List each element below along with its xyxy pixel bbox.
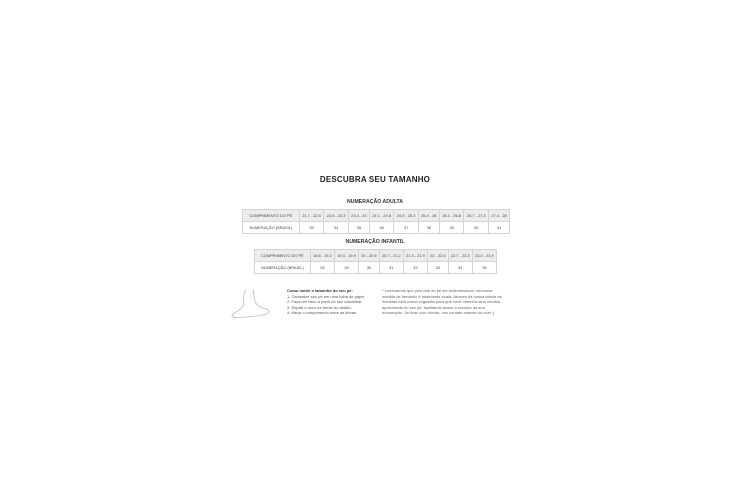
adult-size-cell: 40 — [464, 222, 489, 234]
note-line: numeração. Se ficar com dúvida, nos contate através do chat ;) — [382, 310, 495, 316]
how-to-step: 2. Faça um risco a partir do seu calcanhar. — [287, 299, 363, 305]
foot-outline-icon — [229, 287, 273, 321]
adult-length-cell: 24.1 - 24.8 — [369, 210, 394, 222]
kids-size-cell: 33 — [428, 262, 449, 274]
kids-size-cell: 30 — [359, 262, 380, 274]
adult-size-label: NUMERAÇÃO (BRASIL) — [243, 222, 300, 234]
kids-size-table — [254, 249, 497, 274]
kids-size-cell: 31 — [379, 262, 403, 274]
adult-length-cell: 22.6 - 23.3 — [324, 210, 349, 222]
how-to-step: 3. Repita o risco na frente do dedão. — [287, 304, 352, 310]
page-title: DESCUBRA SEU TAMANHO — [319, 175, 431, 184]
adult-size-cell: 34 — [324, 222, 349, 234]
kids-length-cell: 20 - 20.6 — [359, 250, 380, 262]
measurement-note — [382, 288, 524, 316]
adult-size-cell: 35 — [348, 222, 369, 234]
adult-length-cell: 24.9 - 25.3 — [394, 210, 419, 222]
note-line: medida de tamanho é totalmente exata. Através da nossa tabela de — [382, 293, 502, 299]
adult-size-row — [243, 222, 510, 234]
kids-length-label: COMPRIMENTO DO PÉ — [255, 250, 311, 262]
kids-size-cell: 35 — [472, 262, 496, 274]
note-line: * Lembramos que pelo fato do pé ser tridimensional, nenhuma — [382, 288, 493, 293]
kids-size-row — [255, 262, 497, 274]
kids-length-cell: 18.6 - 19.2 — [310, 250, 334, 262]
adult-size-cell: 38 — [418, 222, 439, 234]
kids-length-cell: 23.4 - 23.9 — [472, 250, 496, 262]
adult-length-cell: 26.7 - 27.3 — [464, 210, 489, 222]
adult-size-cell: 37 — [394, 222, 419, 234]
adult-length-label: COMPRIMENTO DO PÉ — [243, 210, 300, 222]
adult-size-table — [242, 209, 510, 234]
how-to-heading: Como medir o tamanho do seu pé: — [287, 288, 353, 293]
kids-length-cell: 22.7 - 23.3 — [448, 250, 472, 262]
how-to-step: 4. Meça o comprimento entre as linhas. — [287, 310, 358, 316]
adult-length-cell: 23.4 - 24 — [348, 210, 369, 222]
kids-size-cell: 29 — [334, 262, 358, 274]
kids-size-cell: 28 — [310, 262, 334, 274]
adult-length-cell: 26.1 - 26.8 — [439, 210, 464, 222]
adult-length-cell: 21.7 - 22.5 — [299, 210, 324, 222]
adult-size-cell: 36 — [369, 222, 394, 234]
kids-length-cell: 20.7 - 21.2 — [379, 250, 403, 262]
kids-length-row — [255, 250, 497, 262]
kids-length-cell: 21.3 - 21.9 — [403, 250, 427, 262]
adult-length-row — [243, 210, 510, 222]
kids-length-cell: 19.3 - 19.9 — [334, 250, 358, 262]
adult-size-cell: 39 — [439, 222, 464, 234]
adult-length-cell: 25.4 - 26 — [418, 210, 439, 222]
adult-length-cell: 27.4 - 28 — [489, 210, 510, 222]
how-to-measure — [287, 288, 382, 316]
note-line: aproximada do seu pé, facilitando assim a escolha da sua — [382, 304, 485, 310]
adult-size-cell: 41 — [489, 222, 510, 234]
adult-size-cell: 33 — [299, 222, 324, 234]
kids-size-cell: 32 — [403, 262, 427, 274]
kids-size-cell: 34 — [448, 262, 472, 274]
kids-length-cell: 22 - 22.6 — [428, 250, 449, 262]
kids-size-label: NUMERAÇÃO (BRASIL) — [255, 262, 311, 274]
kids-section-title: NUMERAÇÃO INFANTIL — [345, 239, 405, 245]
how-to-step: 1. Centralize seu pé em uma folha de papel. — [287, 293, 366, 299]
note-line: medidas está nossa sugestão para que você obtenha uma medida — [382, 299, 501, 305]
adult-section-title: NUMERAÇÃO ADULTA — [346, 199, 404, 205]
